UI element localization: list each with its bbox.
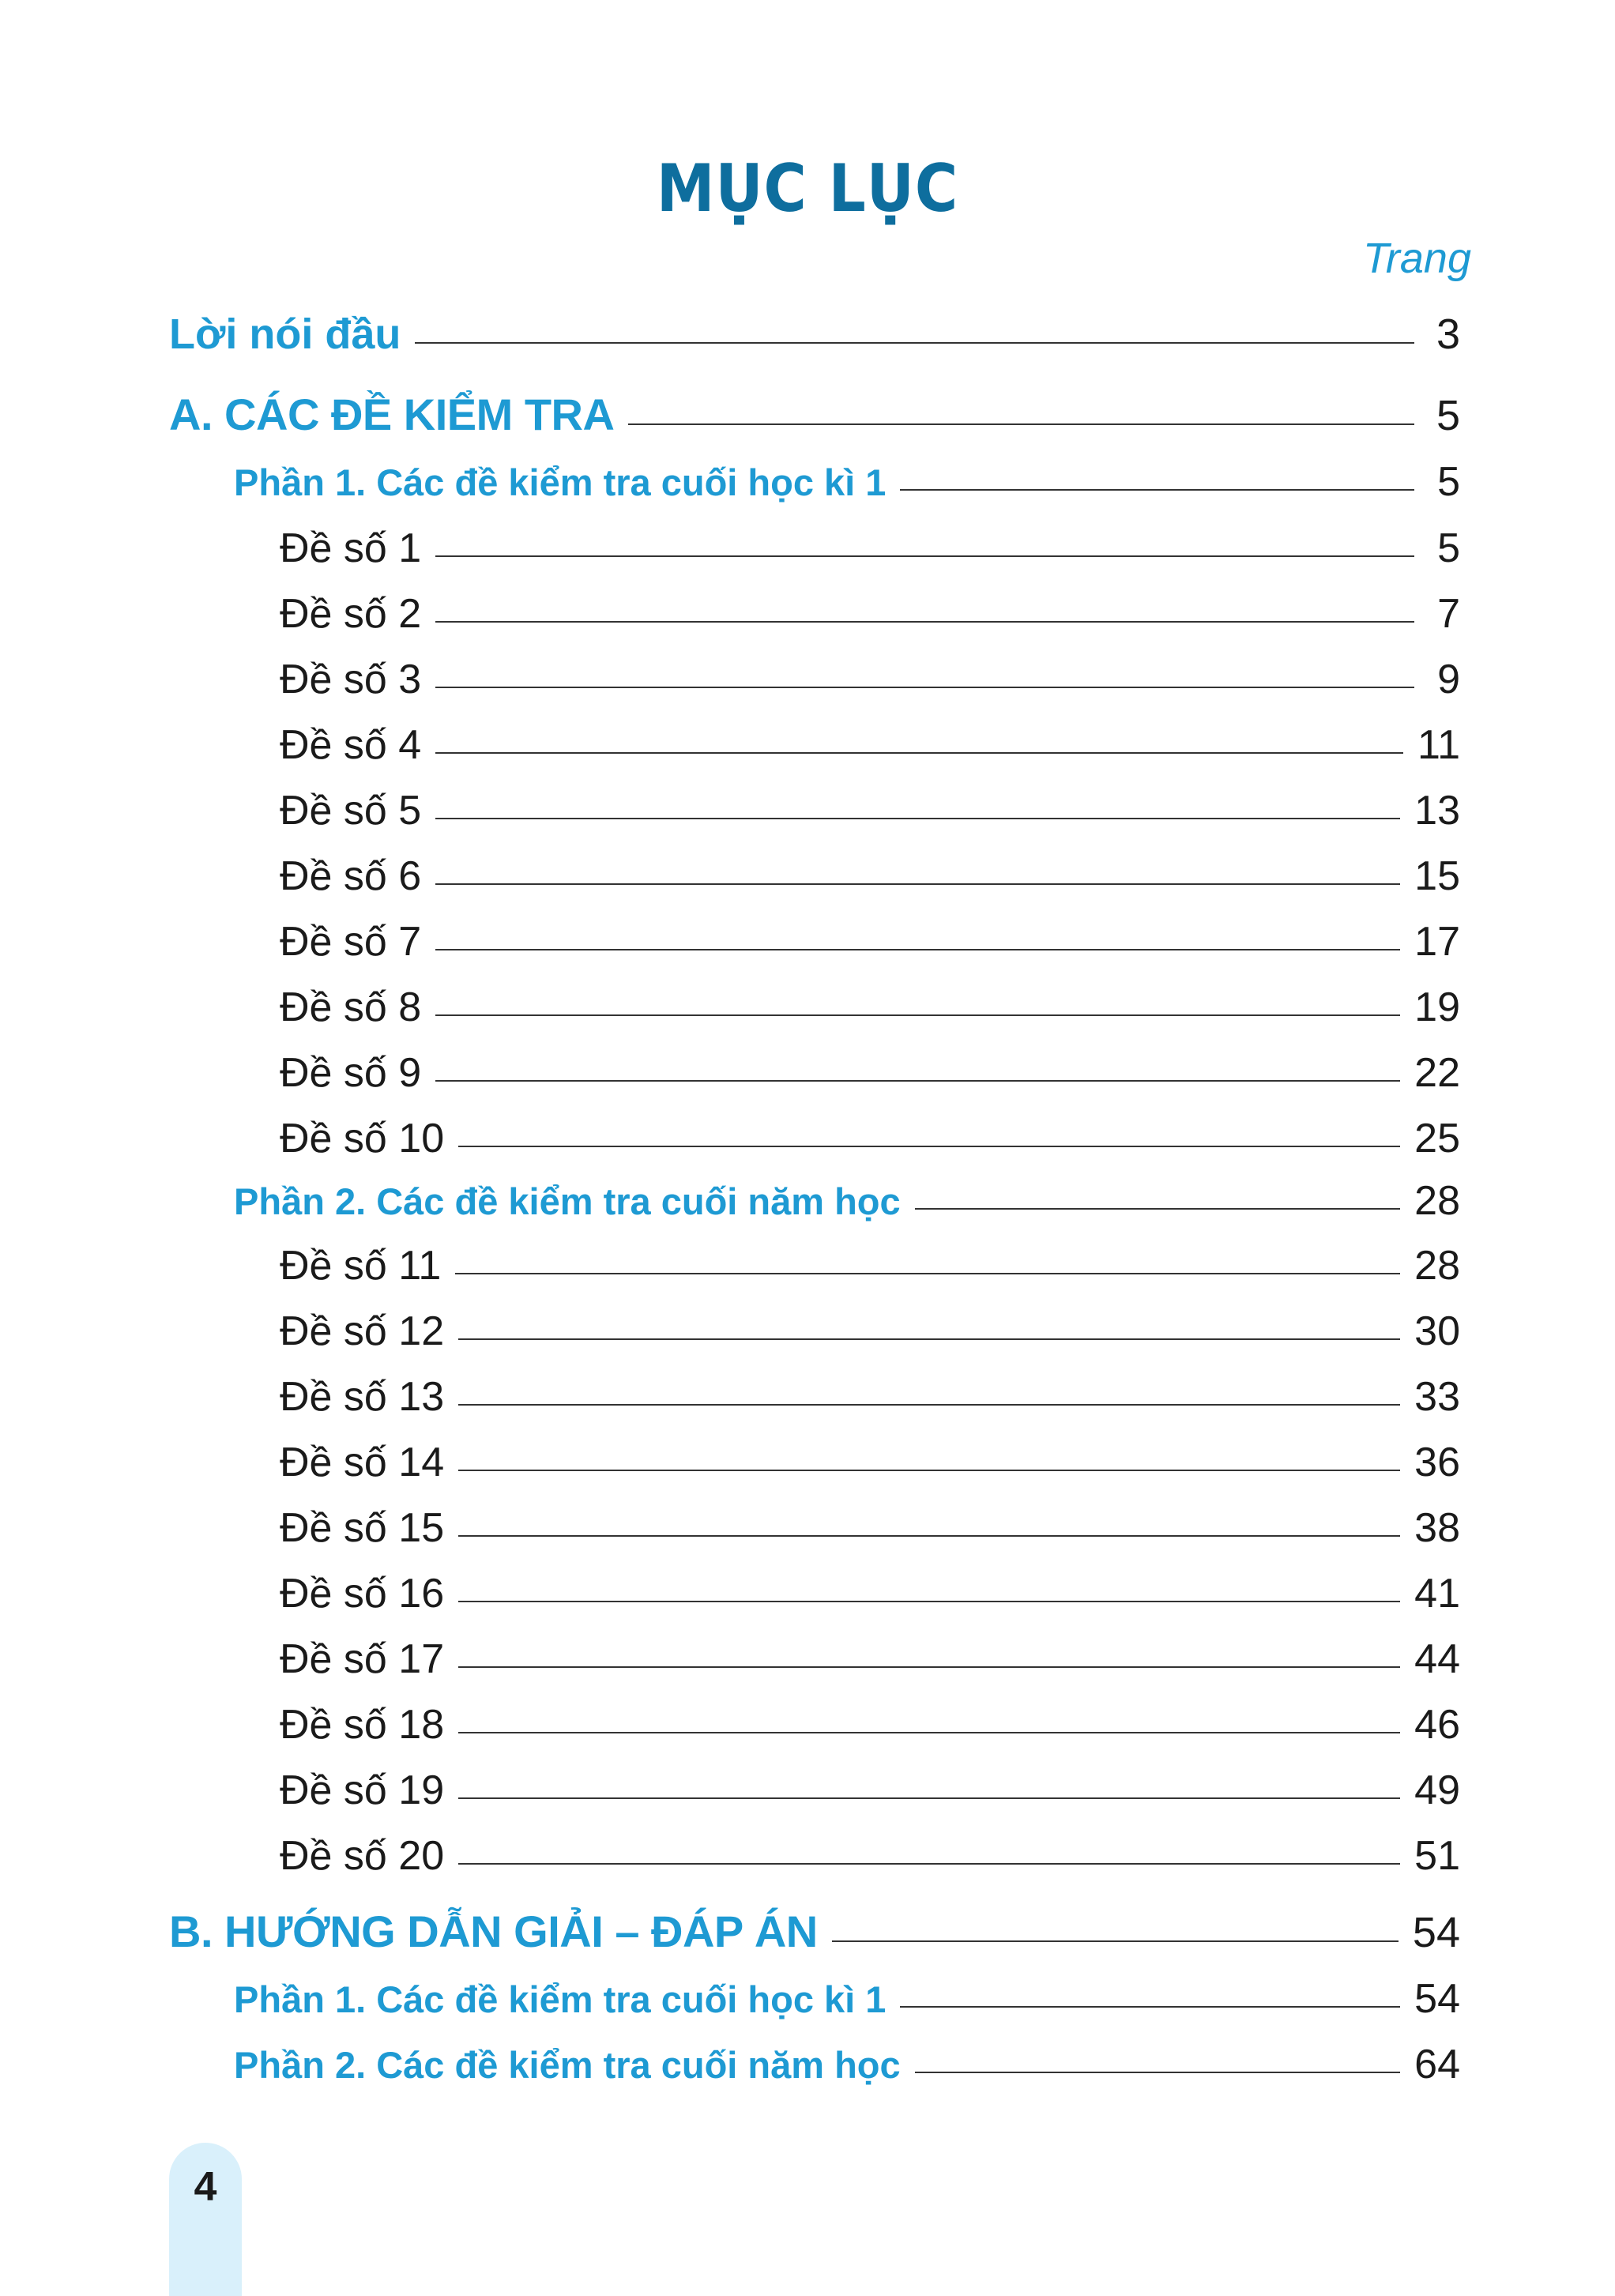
toc-entry[interactable]	[280, 1242, 1460, 1289]
toc-entry-page: 15	[1414, 853, 1460, 899]
toc-leader-line	[458, 1666, 1400, 1668]
toc-entry-label: Đề số 19	[280, 1767, 445, 1813]
toc-entry-label: B. HƯỚNG DẪN GIẢI – ĐÁP ÁN	[169, 1906, 818, 1956]
toc-leader-line	[915, 1208, 1400, 1210]
toc-entry-label: Phần 2. Các đề kiểm tra cuối năm học	[234, 2044, 901, 2086]
toc-entry-page: 44	[1414, 1636, 1460, 1682]
toc-entry-label: A. CÁC ĐỀ KIỂM TRA	[169, 390, 615, 439]
toc-entry[interactable]	[280, 853, 1460, 900]
toc-entry[interactable]	[280, 656, 1460, 703]
toc-leader-line	[458, 1863, 1400, 1865]
toc-entry-label: Đề số 12	[280, 1308, 445, 1354]
toc-entry[interactable]	[280, 721, 1460, 769]
toc-entry-label: Đề số 1	[280, 525, 422, 571]
toc-leader-line	[435, 621, 1414, 623]
toc-subsection[interactable]	[234, 1177, 1460, 1225]
toc-entry-page: 38	[1414, 1505, 1460, 1551]
page-title: MỤC LỤC	[656, 150, 959, 228]
toc-entry-label: Đề số 3	[280, 657, 422, 702]
toc-subsection[interactable]	[234, 458, 1460, 506]
toc-leader-line	[458, 1797, 1400, 1799]
toc-leader-line	[435, 949, 1400, 950]
toc-entry-page: 19	[1414, 984, 1460, 1030]
toc-entry-page: 13	[1414, 788, 1460, 834]
toc-entry[interactable]	[169, 310, 1460, 359]
toc-entry-page: 5	[1437, 459, 1460, 505]
toc-leader-line	[435, 687, 1414, 688]
toc-entry-page: 7	[1437, 591, 1460, 637]
toc-leader-line	[915, 2072, 1400, 2073]
toc-leader-line	[458, 1470, 1400, 1471]
toc-leader-line	[458, 1338, 1400, 1340]
toc-entry[interactable]	[280, 1373, 1460, 1421]
toc-leader-line	[435, 883, 1400, 885]
toc-leader-line	[900, 489, 1414, 491]
toc-entry-label: Đề số 5	[280, 788, 422, 834]
toc-entry-page: 49	[1414, 1767, 1460, 1813]
toc-leader-line	[458, 1146, 1400, 1147]
toc-entry-label: Đề số 15	[280, 1505, 445, 1551]
page-number: 4	[194, 2164, 217, 2210]
toc-entry-label: Đề số 11	[280, 1243, 442, 1289]
toc-entry-page: 17	[1414, 919, 1460, 965]
toc-entry-page: 11	[1417, 722, 1460, 768]
toc-entry-page: 9	[1437, 657, 1460, 702]
toc-leader-line	[458, 1535, 1400, 1537]
toc-leader-line	[435, 752, 1403, 754]
toc-entry-page: 5	[1437, 525, 1460, 571]
toc-subsection[interactable]	[234, 2041, 1460, 2088]
toc-entry[interactable]	[280, 1570, 1460, 1617]
toc-entry-page: 3	[1436, 311, 1460, 358]
toc-entry-page: 54	[1412, 1909, 1460, 1956]
toc-leader-line	[435, 555, 1414, 557]
toc-entry-page: 54	[1414, 1976, 1460, 2022]
toc-leader-line	[458, 1732, 1400, 1733]
toc-entry[interactable]	[280, 1504, 1460, 1552]
toc-entry[interactable]	[280, 984, 1460, 1031]
toc-entry-page: 51	[1414, 1833, 1460, 1879]
toc-entry[interactable]	[280, 918, 1460, 965]
toc-leader-line	[415, 342, 1414, 344]
toc-entry-page: 25	[1414, 1116, 1460, 1161]
toc-leader-line	[900, 2006, 1400, 2008]
toc-leader-line	[458, 1404, 1400, 1406]
toc-entry[interactable]	[280, 1767, 1460, 1814]
toc-entry-label: Đề số 14	[280, 1440, 445, 1485]
toc-entry[interactable]	[280, 590, 1460, 638]
toc-entry-page: 41	[1414, 1571, 1460, 1617]
toc-section-heading[interactable]	[169, 1906, 1460, 1957]
toc-entry-label: Phần 2. Các đề kiểm tra cuối năm học	[234, 1180, 901, 1222]
toc-entry[interactable]	[280, 1049, 1460, 1097]
toc-entry-label: Đề số 13	[280, 1374, 445, 1420]
toc-leader-line	[832, 1940, 1399, 1942]
toc-entry-label: Đề số 10	[280, 1116, 445, 1161]
toc-entry-page: 22	[1414, 1050, 1460, 1096]
toc-entry-page: 28	[1414, 1178, 1460, 1224]
toc-entry-page: 28	[1414, 1243, 1460, 1289]
toc-entry-label: Phần 1. Các đề kiểm tra cuối học kì 1	[234, 1978, 887, 2020]
toc-entry-label: Đề số 4	[280, 722, 422, 768]
toc-entry-page: 33	[1414, 1374, 1460, 1420]
toc-entry-label: Đề số 9	[280, 1050, 422, 1096]
toc-entry-label: Đề số 20	[280, 1833, 445, 1879]
toc-entry[interactable]	[280, 1439, 1460, 1486]
toc-entry[interactable]	[280, 1115, 1460, 1162]
toc-entry-label: Đề số 18	[280, 1702, 445, 1748]
toc-entry-page: 46	[1414, 1702, 1460, 1748]
toc-leader-line	[455, 1273, 1400, 1274]
toc-entry-label: Đề số 2	[280, 591, 422, 637]
toc-entry-page: 64	[1414, 2042, 1460, 2087]
toc-section-heading[interactable]	[169, 389, 1460, 440]
toc-entry[interactable]	[280, 1701, 1460, 1748]
toc-entry-label: Đề số 16	[280, 1571, 445, 1617]
toc-entry[interactable]	[280, 1635, 1460, 1683]
toc-entry[interactable]	[280, 787, 1460, 834]
toc-entry[interactable]	[280, 1832, 1460, 1880]
toc-leader-line	[435, 1080, 1400, 1082]
toc-entry-label: Đề số 8	[280, 984, 422, 1030]
page-column-header: Trang	[1362, 235, 1471, 282]
toc-subsection[interactable]	[234, 1975, 1460, 2023]
toc-entry-page: 5	[1436, 392, 1460, 439]
toc-entry[interactable]	[280, 1308, 1460, 1355]
toc-entry-page: 30	[1414, 1308, 1460, 1354]
toc-entry-label: Lời nói đầu	[169, 311, 401, 358]
toc-entry-label: Đề số 6	[280, 853, 422, 899]
toc-entry-label: Đề số 17	[280, 1636, 445, 1682]
toc-entry-label: Đề số 7	[280, 919, 422, 965]
toc-leader-line	[435, 818, 1400, 819]
toc-entry-label: Phần 1. Các đề kiểm tra cuối học kì 1	[234, 461, 887, 503]
toc-leader-line	[458, 1601, 1400, 1602]
toc-leader-line	[435, 1014, 1400, 1016]
toc-leader-line	[628, 423, 1414, 425]
toc-entry[interactable]	[280, 525, 1460, 572]
toc-entry-page: 36	[1414, 1440, 1460, 1485]
